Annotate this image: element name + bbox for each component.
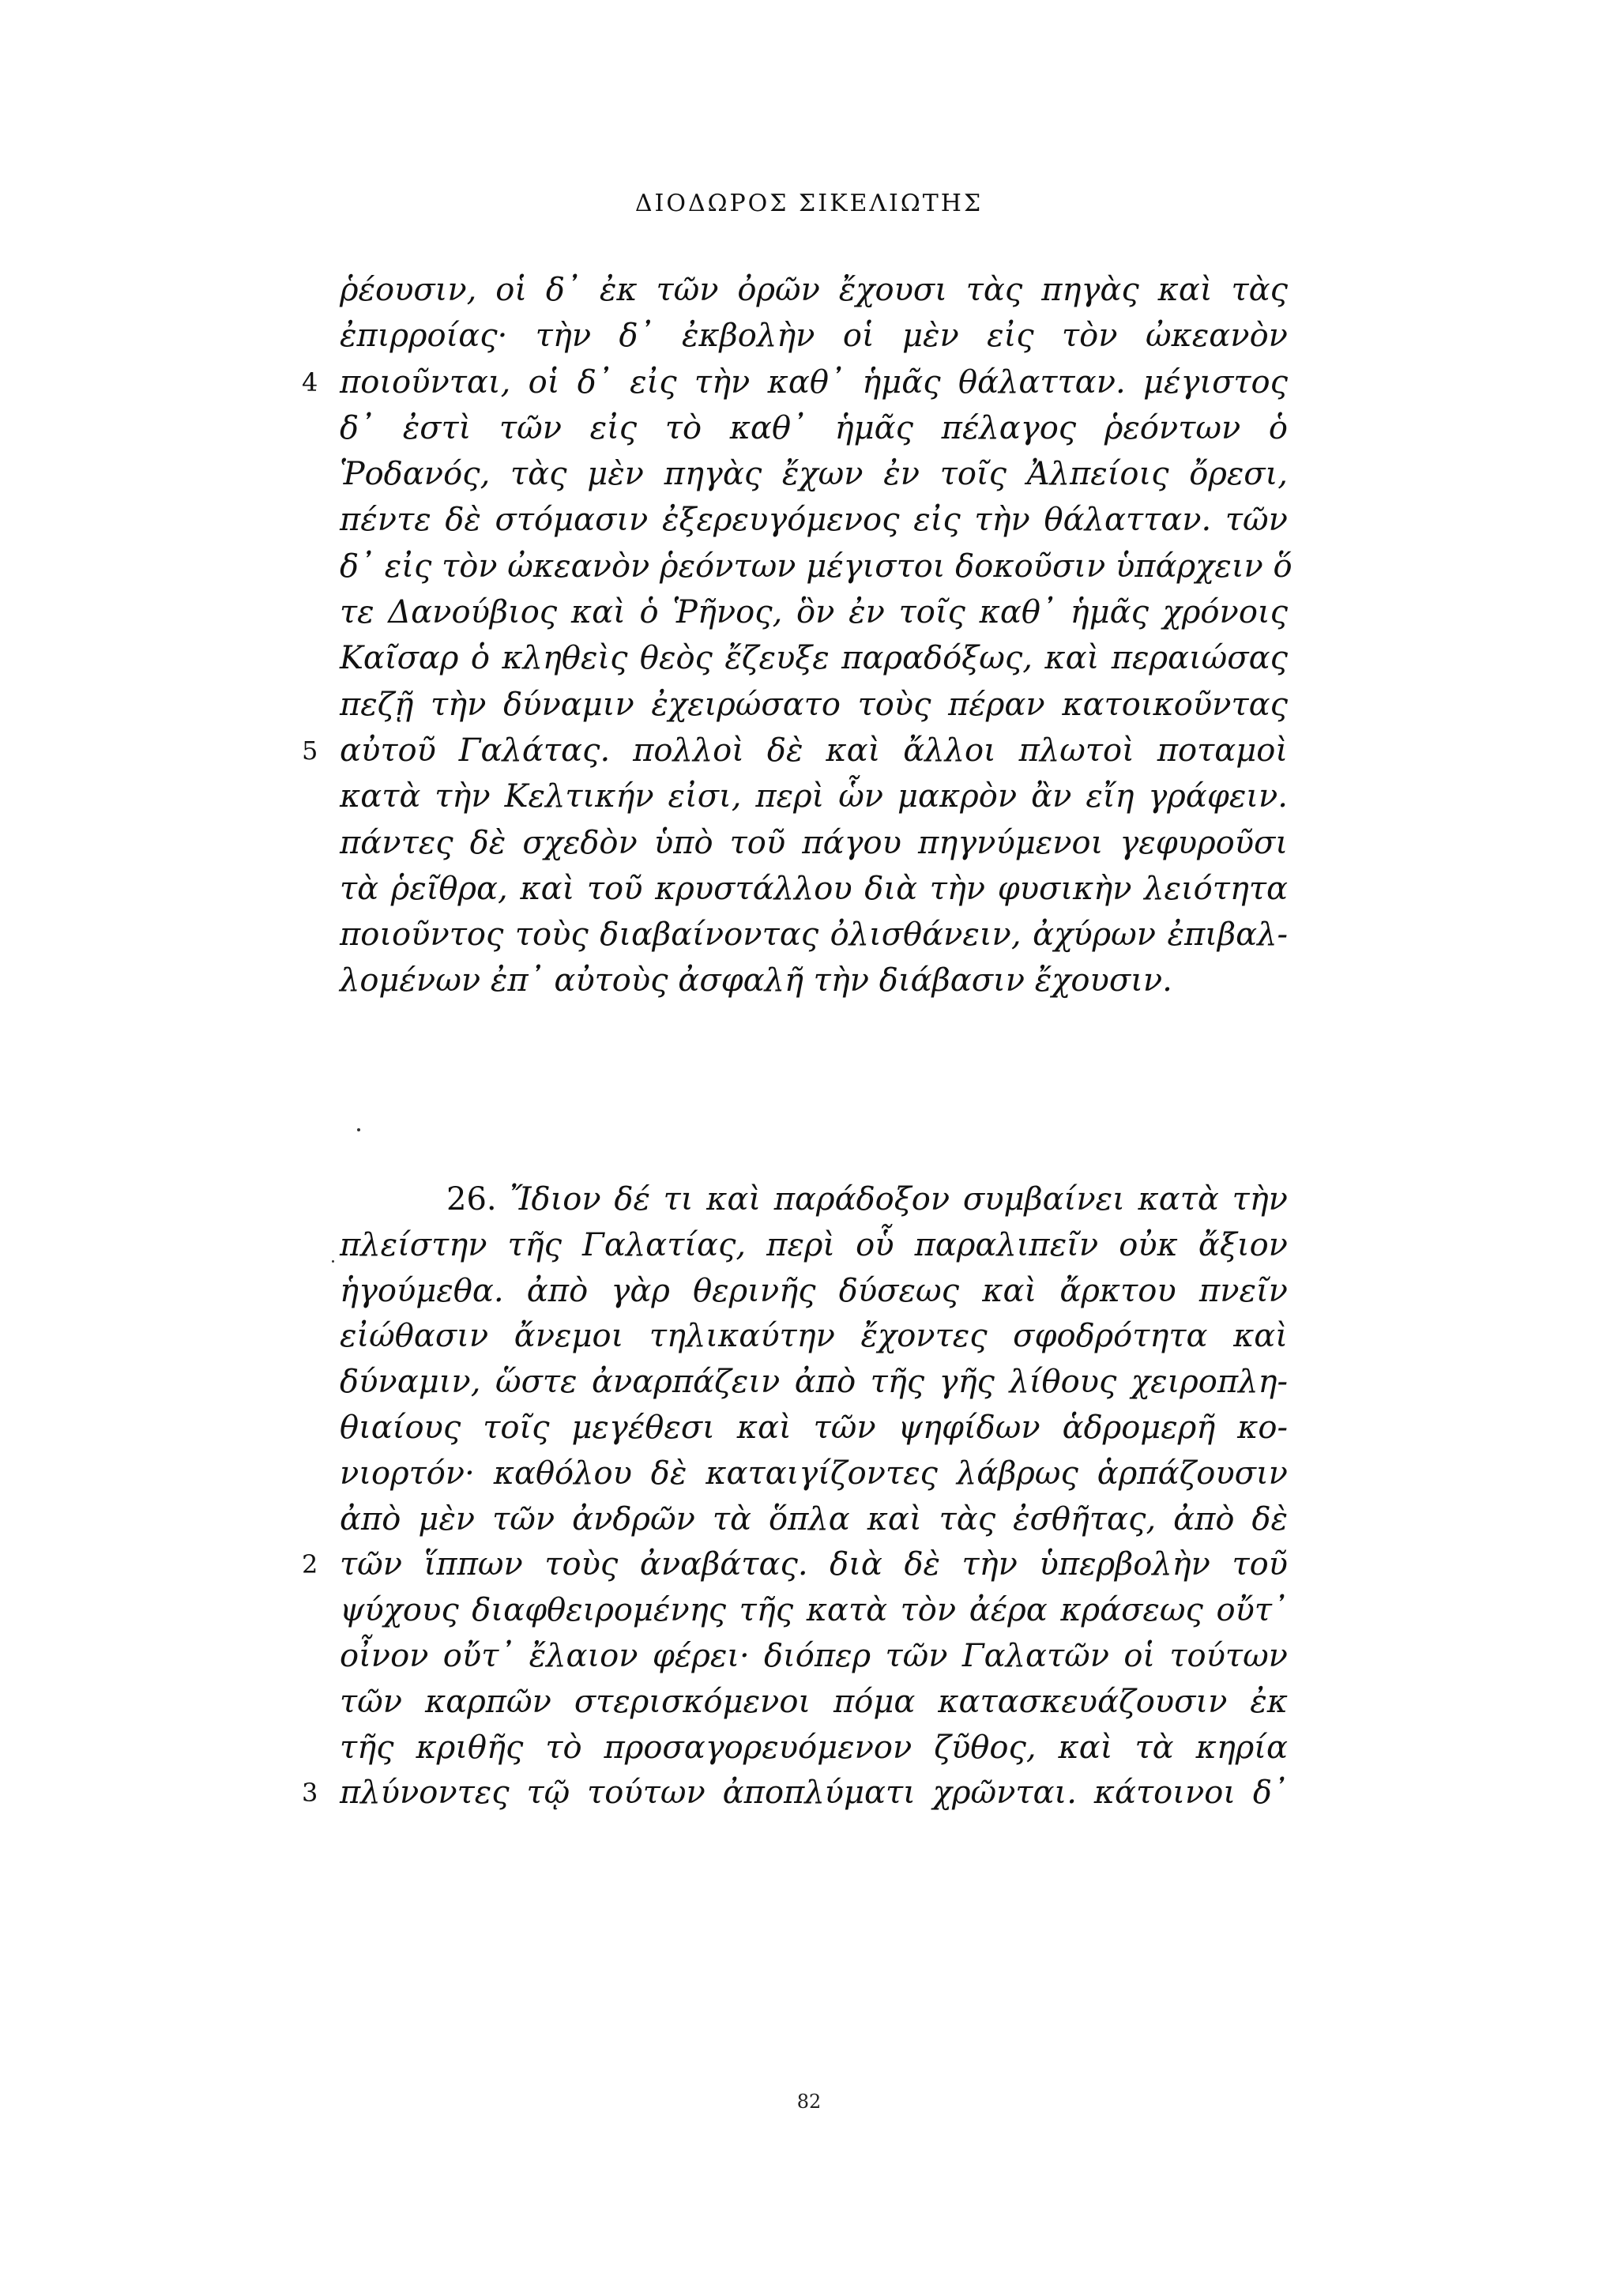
line-text: τῶν ἵππων τοὺς ἀναβάτας. διὰ δὲ τὴν ὑπερβολὴν τοῦ <box>340 1546 1288 1583</box>
line-text: τῆς κριθῆς τὸ προσαγορευόμενον ζῦθος, καὶ τὰ κηρία <box>340 1729 1288 1766</box>
scan-speck <box>357 1128 360 1131</box>
line-text: κατὰ τὴν Κελτικήν εἰσι, περὶ ὧν μακρὸν ἂν εἴη γράφειν. <box>340 778 1288 815</box>
line-text: θιαίους τοῖς μεγέθεσι καὶ τῶν ψηφίδων ἁδρομερῆ κο- <box>340 1409 1288 1446</box>
line-text: οἶνον οὔτ᾽ ἔλαιον φέρει· διόπερ τῶν Γαλατῶν οἱ τούτων <box>340 1637 1288 1674</box>
text-line-last <box>340 958 1288 1003</box>
text-line <box>340 635 1288 681</box>
line-text: ῥέουσιν, οἱ δ᾽ ἐκ τῶν ὀρῶν ἔχουσι τὰς πηγὰς καὶ τὰς <box>340 272 1288 308</box>
text-line <box>340 1314 1288 1360</box>
text-line <box>340 1588 1288 1634</box>
line-text: ψύχους διαφθειρομένης τῆς κατὰ τὸν ἀέρα κράσεως οὔτ᾽ <box>340 1592 1288 1629</box>
line-text: Καῖσαρ ὁ κληθεὶς θεὸς ἔζευξε παραδόξως, καὶ περαιώσας <box>340 640 1288 677</box>
line-text: δ᾽ εἰς τὸν ὠκεανὸν ῥεόντων μέγιστοι δοκοῦσιν ὑπάρχειν ὅ <box>340 548 1293 585</box>
line-text: δύναμιν, ὥστε ἀναρπάζειν ἀπὸ τῆς γῆς λίθους χειροπλη- <box>340 1364 1288 1401</box>
line-text: ποιοῦνται, οἱ δ᾽ εἰς τὴν καθ᾽ ἡμᾶς θάλατταν. μέγιστος <box>340 363 1288 401</box>
text-block-continued <box>302 267 1293 1004</box>
text-block-section-26 <box>302 1177 1288 1816</box>
marginal-number: 2 <box>302 1549 318 1580</box>
section-first-line-text: Ἴδιον δέ τι καὶ παράδοξον συμβαίνει κατὰ τὴν <box>510 1181 1288 1218</box>
marginal-number: 5 <box>302 735 318 766</box>
text-line <box>340 820 1288 866</box>
text-line <box>302 728 1288 773</box>
text-line <box>302 1771 1288 1816</box>
line-text: πέντε δὲ στόμασιν ἐξερευγόμενος εἰς τὴν θάλατταν. τῶν <box>340 502 1288 539</box>
text-line <box>340 267 1288 313</box>
text-line <box>340 1269 1288 1315</box>
line-text: πλύνοντες τῷ τούτων ἀποπλύματι χρῶνται. κάτοινοι δ᾽ <box>340 1775 1288 1812</box>
line-text: ἐπιρροίας· τὴν δ᾽ ἐκβολὴν οἱ μὲν εἰς τὸν ὠκεανὸν <box>340 318 1288 355</box>
marginal-number: 4 <box>302 367 318 397</box>
text-line <box>302 359 1288 405</box>
section-opening-line <box>340 1177 1288 1223</box>
text-line <box>340 1726 1288 1771</box>
page-number: 82 <box>796 2091 822 2113</box>
text-line <box>340 497 1288 543</box>
text-line <box>340 1497 1288 1543</box>
text-line <box>340 544 1293 589</box>
text-line <box>340 405 1288 451</box>
line-text: τε Δανούβιος καὶ ὁ Ῥῆνος, ὃν ἐν τοῖς καθ᾽ ἡμᾶς χρόνοις <box>340 594 1288 631</box>
text-line <box>340 773 1288 819</box>
text-line <box>302 1542 1288 1588</box>
line-text: ἀπὸ μὲν τῶν ἀνδρῶν τὰ ὅπλα καὶ τὰς ἐσθῆτας, ἀπὸ δὲ <box>340 1500 1288 1538</box>
line-text: ποιοῦντος τοὺς διαβαίνοντας ὀλισθάνειν, ἀχύρων ἐπιβαλ- <box>340 917 1288 954</box>
line-text: αὐτοῦ Γαλάτας. πολλοὶ δὲ καὶ ἄλλοι πλωτοὶ ποταμοὶ <box>340 732 1288 769</box>
text-line <box>340 1406 1288 1451</box>
text-line <box>340 451 1288 497</box>
section-number: 26. <box>446 1181 497 1218</box>
marginal-number: 3 <box>302 1778 318 1809</box>
line-text <box>340 1177 1288 1223</box>
line-text: τὰ ῥεῖθρα, καὶ τοῦ κρυστάλλου διὰ τὴν φυσικὴν λειότητα <box>340 870 1288 907</box>
line-text: πλείστην τῆς Γαλατίας, περὶ οὗ παραλιπεῖν οὐκ ἄξιον <box>340 1226 1288 1263</box>
line-text: ἡγούμεθα. ἀπὸ γὰρ θερινῆς δύσεως καὶ ἄρκτου πνεῖν <box>340 1272 1288 1309</box>
text-line <box>340 682 1288 728</box>
line-text: νιορτόν· καθόλου δὲ καταιγίζοντες λάβρως ἁρπάζουσιν <box>340 1455 1288 1492</box>
text-line <box>340 1451 1288 1497</box>
line-text: τῶν καρπῶν στερισκόμενοι πόμα κατασκευάζουσιν ἐκ <box>340 1683 1288 1720</box>
line-text: λομένων ἐπ᾽ αὐτοὺς ἀσφαλῆ τὴν διάβασιν ἔχουσιν. <box>340 962 1172 999</box>
line-text: πεζῇ τὴν δύναμιν ἐχειρώσατο τοὺς πέραν κατοικοῦντας <box>340 686 1288 723</box>
text-line <box>340 912 1288 958</box>
text-line <box>340 1223 1288 1269</box>
line-text: Ῥοδανός, τὰς μὲν πηγὰς ἔχων ἐν τοῖς Ἀλπείοις ὄρεσι, <box>340 456 1288 493</box>
text-line <box>340 1634 1288 1680</box>
line-text: εἰώθασιν ἄνεμοι τηλικαύτην ἔχοντες σφοδρότητα καὶ <box>340 1318 1288 1355</box>
scan-speck <box>332 1260 334 1263</box>
line-text: δ᾽ ἐστὶ τῶν εἰς τὸ καθ᾽ ἡμᾶς πέλαγος ῥεόντων ὁ <box>340 409 1288 446</box>
text-line <box>340 1360 1288 1406</box>
text-line <box>340 1680 1288 1726</box>
text-line <box>340 866 1288 912</box>
running-head: ΔΙΟΔΩΡΟΣ ΣΙΚΕΛΙΩΤΗΣ <box>634 190 984 217</box>
text-line <box>340 313 1288 359</box>
line-text: πάντες δὲ σχεδὸν ὑπὸ τοῦ πάγου πηγνύμενοι γεφυροῦσι <box>340 824 1288 861</box>
text-line <box>340 589 1288 635</box>
